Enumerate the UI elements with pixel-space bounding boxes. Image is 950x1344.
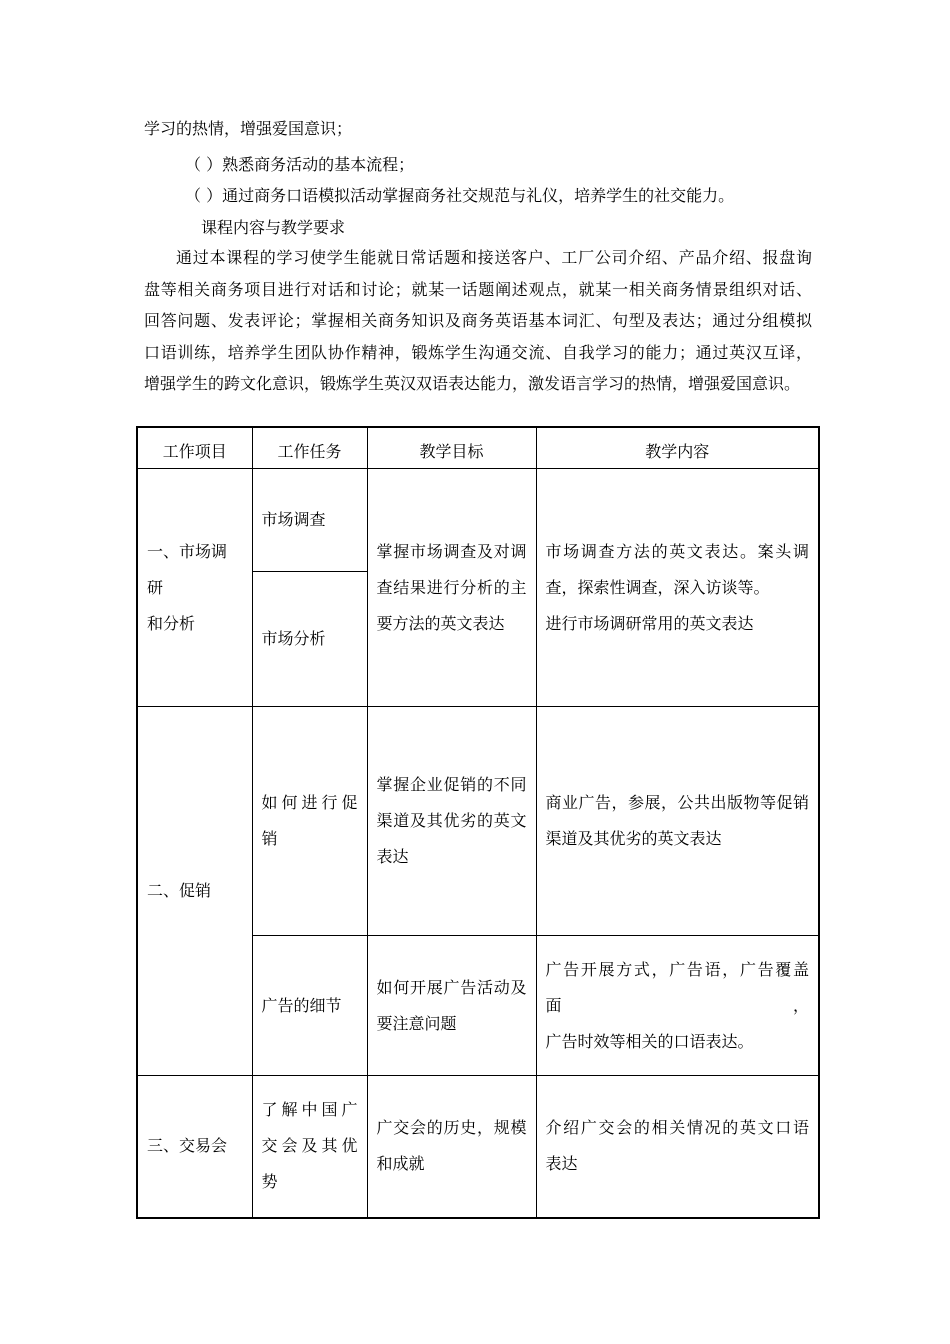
table-row [137, 469, 819, 572]
header-project: 工作项目 [137, 427, 252, 469]
intro-line-3: （ ）通过商务口语模拟活动掌握商务社交规范与礼仪，培养学生的社交能力。 [185, 186, 735, 205]
body-line: 口语训练，培养学生团队协作精神，锻炼学生沟通交流、自我学习的能力；通过英汉互译， [144, 342, 812, 362]
project-2-goal-2: 如何开展广告活动及 要注意问题 [367, 936, 536, 1076]
body-paragraph [144, 242, 812, 400]
project-3-content: 介绍广交会的相关情况的英文口语 表达 [536, 1076, 819, 1218]
section-heading: 课程内容与教学要求 [201, 218, 346, 237]
project-2-task-2: 广告的细节 [252, 936, 367, 1076]
table-row [137, 1076, 819, 1218]
project-2-task-1: 如何进行促 销 [252, 707, 367, 936]
body-line: 回答问题、发表评论；掌握相关商务知识及商务英语基本词汇、句型及表达；通过分组模拟 [144, 311, 812, 330]
project-2-content-2: 广告开展方式，广告语，广告覆盖面， 广告时效等相关的口语表达。 [536, 936, 819, 1076]
intro-line-2: （ ）熟悉商务活动的基本流程； [185, 155, 415, 174]
course-content-table [136, 426, 820, 1219]
project-2-goal-1: 掌握企业促销的不同 渠道及其优劣的英文 表达 [367, 707, 536, 936]
table-row [137, 707, 819, 936]
intro-line-1: 学习的热情，增强爱国意识； [144, 119, 353, 138]
project-1-goal: 掌握市场调查及对调 查结果进行分析的主 要方法的英文表达 [367, 469, 536, 707]
project-1-task-1: 市场调查 [252, 469, 367, 572]
project-1-name: 一、市场调研 和分析 [137, 469, 252, 707]
project-3-name: 三、交易会 [137, 1076, 252, 1218]
body-line: 增强学生的跨文化意识，锻炼学生英汉双语表达能力，激发语言学习的热情，增强爱国意识。 [144, 374, 801, 393]
project-2-name: 二、促销 [137, 707, 252, 1076]
project-3-task: 了解中国广 交会及其优 势 [252, 1076, 367, 1218]
project-1-task-2: 市场分析 [252, 572, 367, 707]
project-3-goal: 广交会的历史，规模 和成就 [367, 1076, 536, 1218]
table-header-row [137, 427, 819, 469]
project-2-content-1: 商业广告，参展，公共出版物等促销 渠道及其优劣的英文表达 [536, 707, 819, 936]
body-line: 通过本课程的学习使学生能就日常话题和接送客户、工厂公司介绍、产品介绍、报盘询 [176, 248, 812, 267]
project-1-content: 市场调查方法的英文表达。案头调 查，探索性调查，深入访谈等。 进行市场调研常用的英文表达 [536, 469, 819, 707]
header-goal: 教学目标 [367, 427, 536, 469]
header-task: 工作任务 [252, 427, 367, 469]
body-line: 盘等相关商务项目进行对话和讨论；就某一话题阐述观点，就某一相关商务情景组织对话、 [144, 279, 812, 299]
header-content: 教学内容 [536, 427, 819, 469]
